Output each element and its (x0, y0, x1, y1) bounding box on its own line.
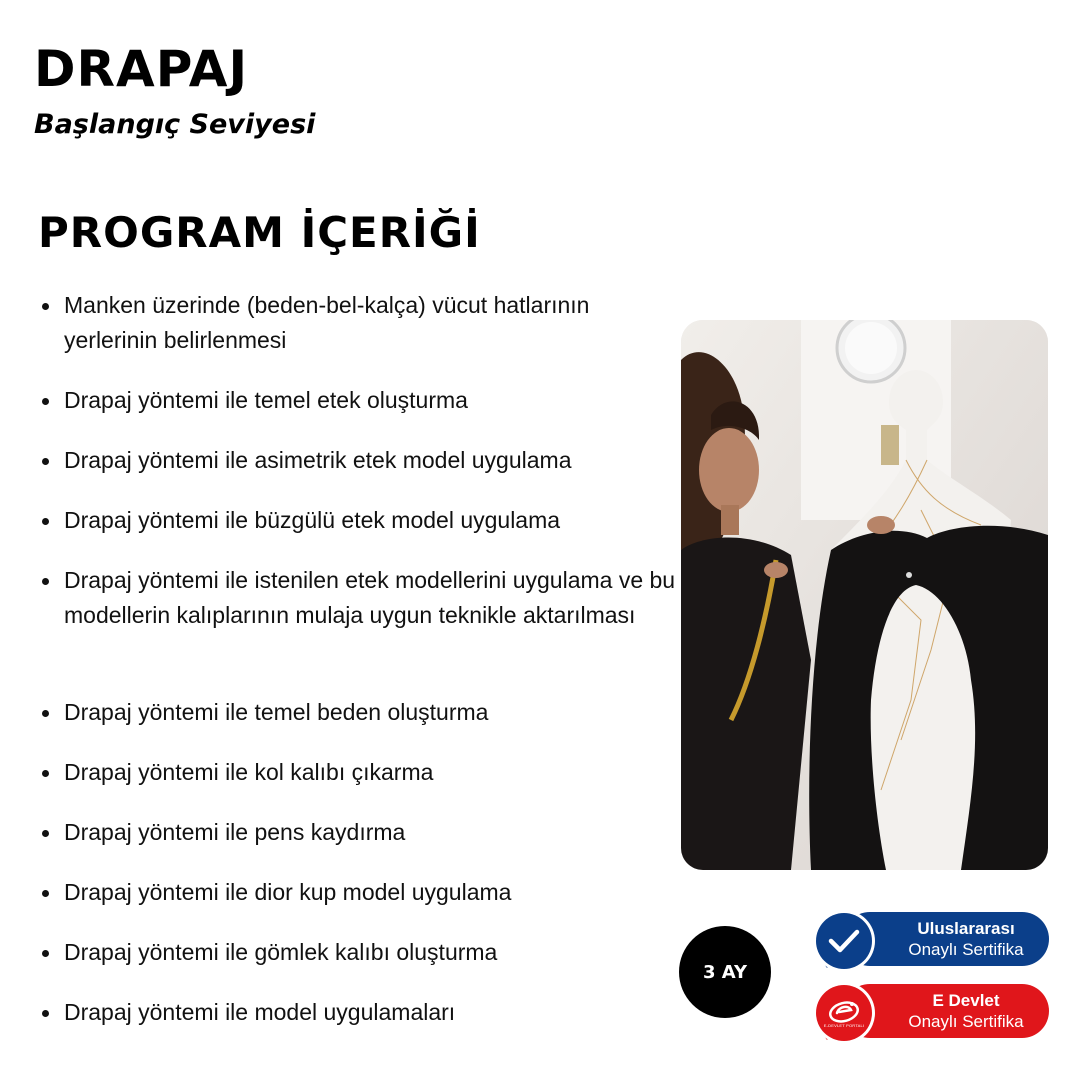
list-item: Drapaj yöntemi ile temel beden oluşturma (38, 695, 678, 730)
list-item: Drapaj yöntemi ile istenilen etek modellerini uygulama ve bu modellerin kalıplarının mulaja uygun teknikle aktarılması (38, 563, 678, 633)
list-item: Drapaj yöntemi ile dior kup model uygulama (38, 875, 678, 910)
list-item: Drapaj yöntemi ile pens kaydırma (38, 815, 678, 850)
edevlet-certificate-title: E Devlet (932, 991, 1000, 1010)
level-subtitle: Başlangıç Seviyesi (34, 109, 316, 140)
duration-badge: 3 AY (679, 926, 771, 1018)
tailor-mannequin-photo (681, 320, 1048, 870)
list-item: Drapaj yöntemi ile asimetrik etek model uygulama (38, 443, 678, 478)
list-item: Drapaj yöntemi ile gömlek kalıbı oluşturma (38, 935, 678, 970)
edevlet-certificate-badge (813, 982, 1049, 1040)
international-certificate-badge (813, 910, 1049, 968)
list-item: Drapaj yöntemi ile büzgülü etek model uygulama (38, 503, 678, 538)
edevlet-logo-text: E-DEVLET PORTALI (823, 1023, 865, 1028)
international-certificate-subtitle: Onaylı Sertifika (908, 940, 1024, 959)
edevlet-logo-circle (813, 982, 875, 1044)
list-item: Manken üzerinde (beden-bel-kalça) vücut hatlarının yerlerinin belirlenmesi (38, 288, 678, 358)
edevlet-certificate-subtitle: Onaylı Sertifika (908, 1012, 1024, 1031)
check-circle (813, 910, 875, 972)
list-item: Drapaj yöntemi ile kol kalıbı çıkarma (38, 755, 678, 790)
program-content-heading: PROGRAM İÇERİĞİ (38, 208, 481, 257)
list-item: Drapaj yöntemi ile model uygulamaları (38, 995, 678, 1030)
check-icon (828, 928, 860, 954)
page-title: DRAPAJ (34, 40, 249, 98)
list-item: Drapaj yöntemi ile temel etek oluşturma (38, 383, 678, 418)
international-certificate-title: Uluslararası (917, 919, 1015, 938)
